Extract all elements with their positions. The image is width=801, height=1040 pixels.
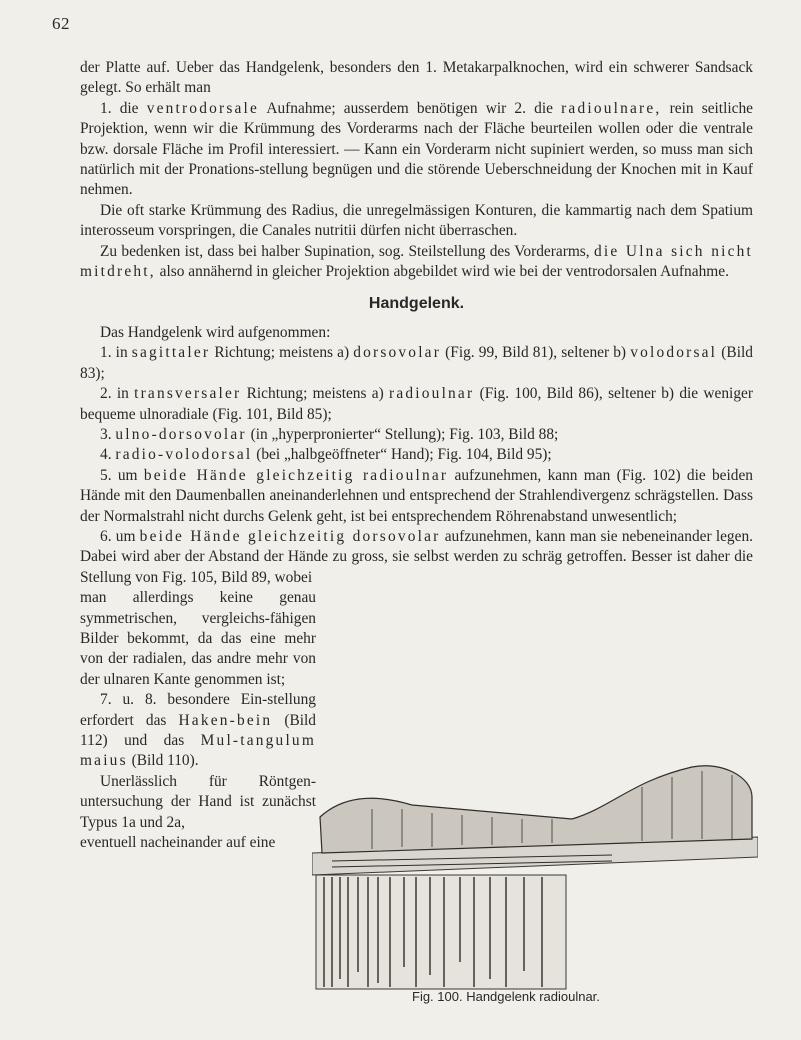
list-item: 6. um beide Hände gleichzeitig dorsovolar aufzunehmen, kann man sie nebeneinander legen. Dabei wird aber der Abstand der Hände zu gross, sie selbst werden zu schräg getroffen. Besser ist daher die Stellung von Fig. 105, Bild 89, wobei	[80, 527, 753, 586]
paragraph: Zu bedenken ist, dass bei halber Supination, sog. Steilstellung des Vorderarms, die Ulna sich nicht mitdreht, also annähernd in gleicher Projektion abgebildet wird wie bei der ventrodorsalen Aufnahme.	[80, 242, 753, 281]
wrist-illustration	[312, 757, 758, 995]
list-item: 1. in sagittaler Richtung; meistens a) dorsovolar (Fig. 99, Bild 81), seltener b) volodorsal (Bild 83);	[80, 344, 753, 382]
body-text	[80, 58, 753, 853]
section-heading: Handgelenk.	[368, 295, 465, 313]
list-item: 5. um beide Hände gleichzeitig radioulnar aufzunehmen, kann man (Fig. 102) die beiden Hände mit den Daumenballen aneinanderlehnen und entsprechend der Strahlendivergenz schrägstellen. Dass der Normalstrahl nicht durchs Gelenk geht, ist bei entsprechendem Röhrenabstand unwesentlich;	[80, 466, 753, 525]
paragraph: Unerlässlich für Röntgen-untersuchung der Hand ist zunächst Typus 1a und 2a,	[80, 772, 316, 831]
paragraph: 1. die ventrodorsale Aufnahme; ausserdem benötigen wir 2. die radioulnare, rein seitliche Projektion, wenn wir die Krümmung des Vorderarms nach der Fläche beurteilen wollen oder die ventrale bzw. dorsale Fläche im Profil interessiert. — Kann ein Vorderarm nicht supiniert werden, so muss man sich natürlich mit der Pronations-stellung begnügen und die störende Ueberschneidung der Knochen mit in Kauf nehmen.	[80, 99, 753, 199]
figure-caption: Fig. 100. Handgelenk radioulnar.	[412, 989, 600, 1004]
paragraph: der Platte auf. Ueber das Handgelenk, besonders den 1. Metakarpalknochen, wird ein schwerer Sandsack gelegt. So erhält man	[80, 59, 753, 97]
paragraph: man allerdings keine genau symmetrischen, vergleichs-fähigen Bilder bekommt, da das eine mehr von der radialen, das andre mehr von der ulnaren Kante genommen ist;	[80, 589, 316, 688]
list-item: 4. radio-volodorsal (bei „halbgeöffneter“ Hand); Fig. 104, Bild 95);	[100, 446, 552, 464]
paragraph: Das Handgelenk wird aufgenommen:	[100, 323, 331, 341]
paragraph: Die oft starke Krümmung des Radius, die unregelmässigen Konturen, die kammartig nach dem Spatium interosseum vorspringen, die Canales nutritii dürfen nicht überraschen.	[80, 201, 753, 240]
list-item: 3. ulno-dorsovolar (in „hyperpronierter“ Stellung); Fig. 103, Bild 88;	[100, 425, 559, 443]
list-item: 7. u. 8. besondere Ein-stellung erfordert das Haken-bein (Bild 112) und das Mul-tangulum maius (Bild 110).	[80, 691, 316, 770]
list-item: 2. in transversaler Richtung; meistens a) radioulnar (Fig. 100, Bild 86), seltener b) die weniger bequeme ulnoradiale (Fig. 101, Bild 85);	[80, 385, 753, 423]
paragraph: eventuell nacheinander auf eine	[80, 834, 276, 852]
illustration-svg	[312, 757, 758, 995]
page-number: 62	[52, 14, 70, 33]
